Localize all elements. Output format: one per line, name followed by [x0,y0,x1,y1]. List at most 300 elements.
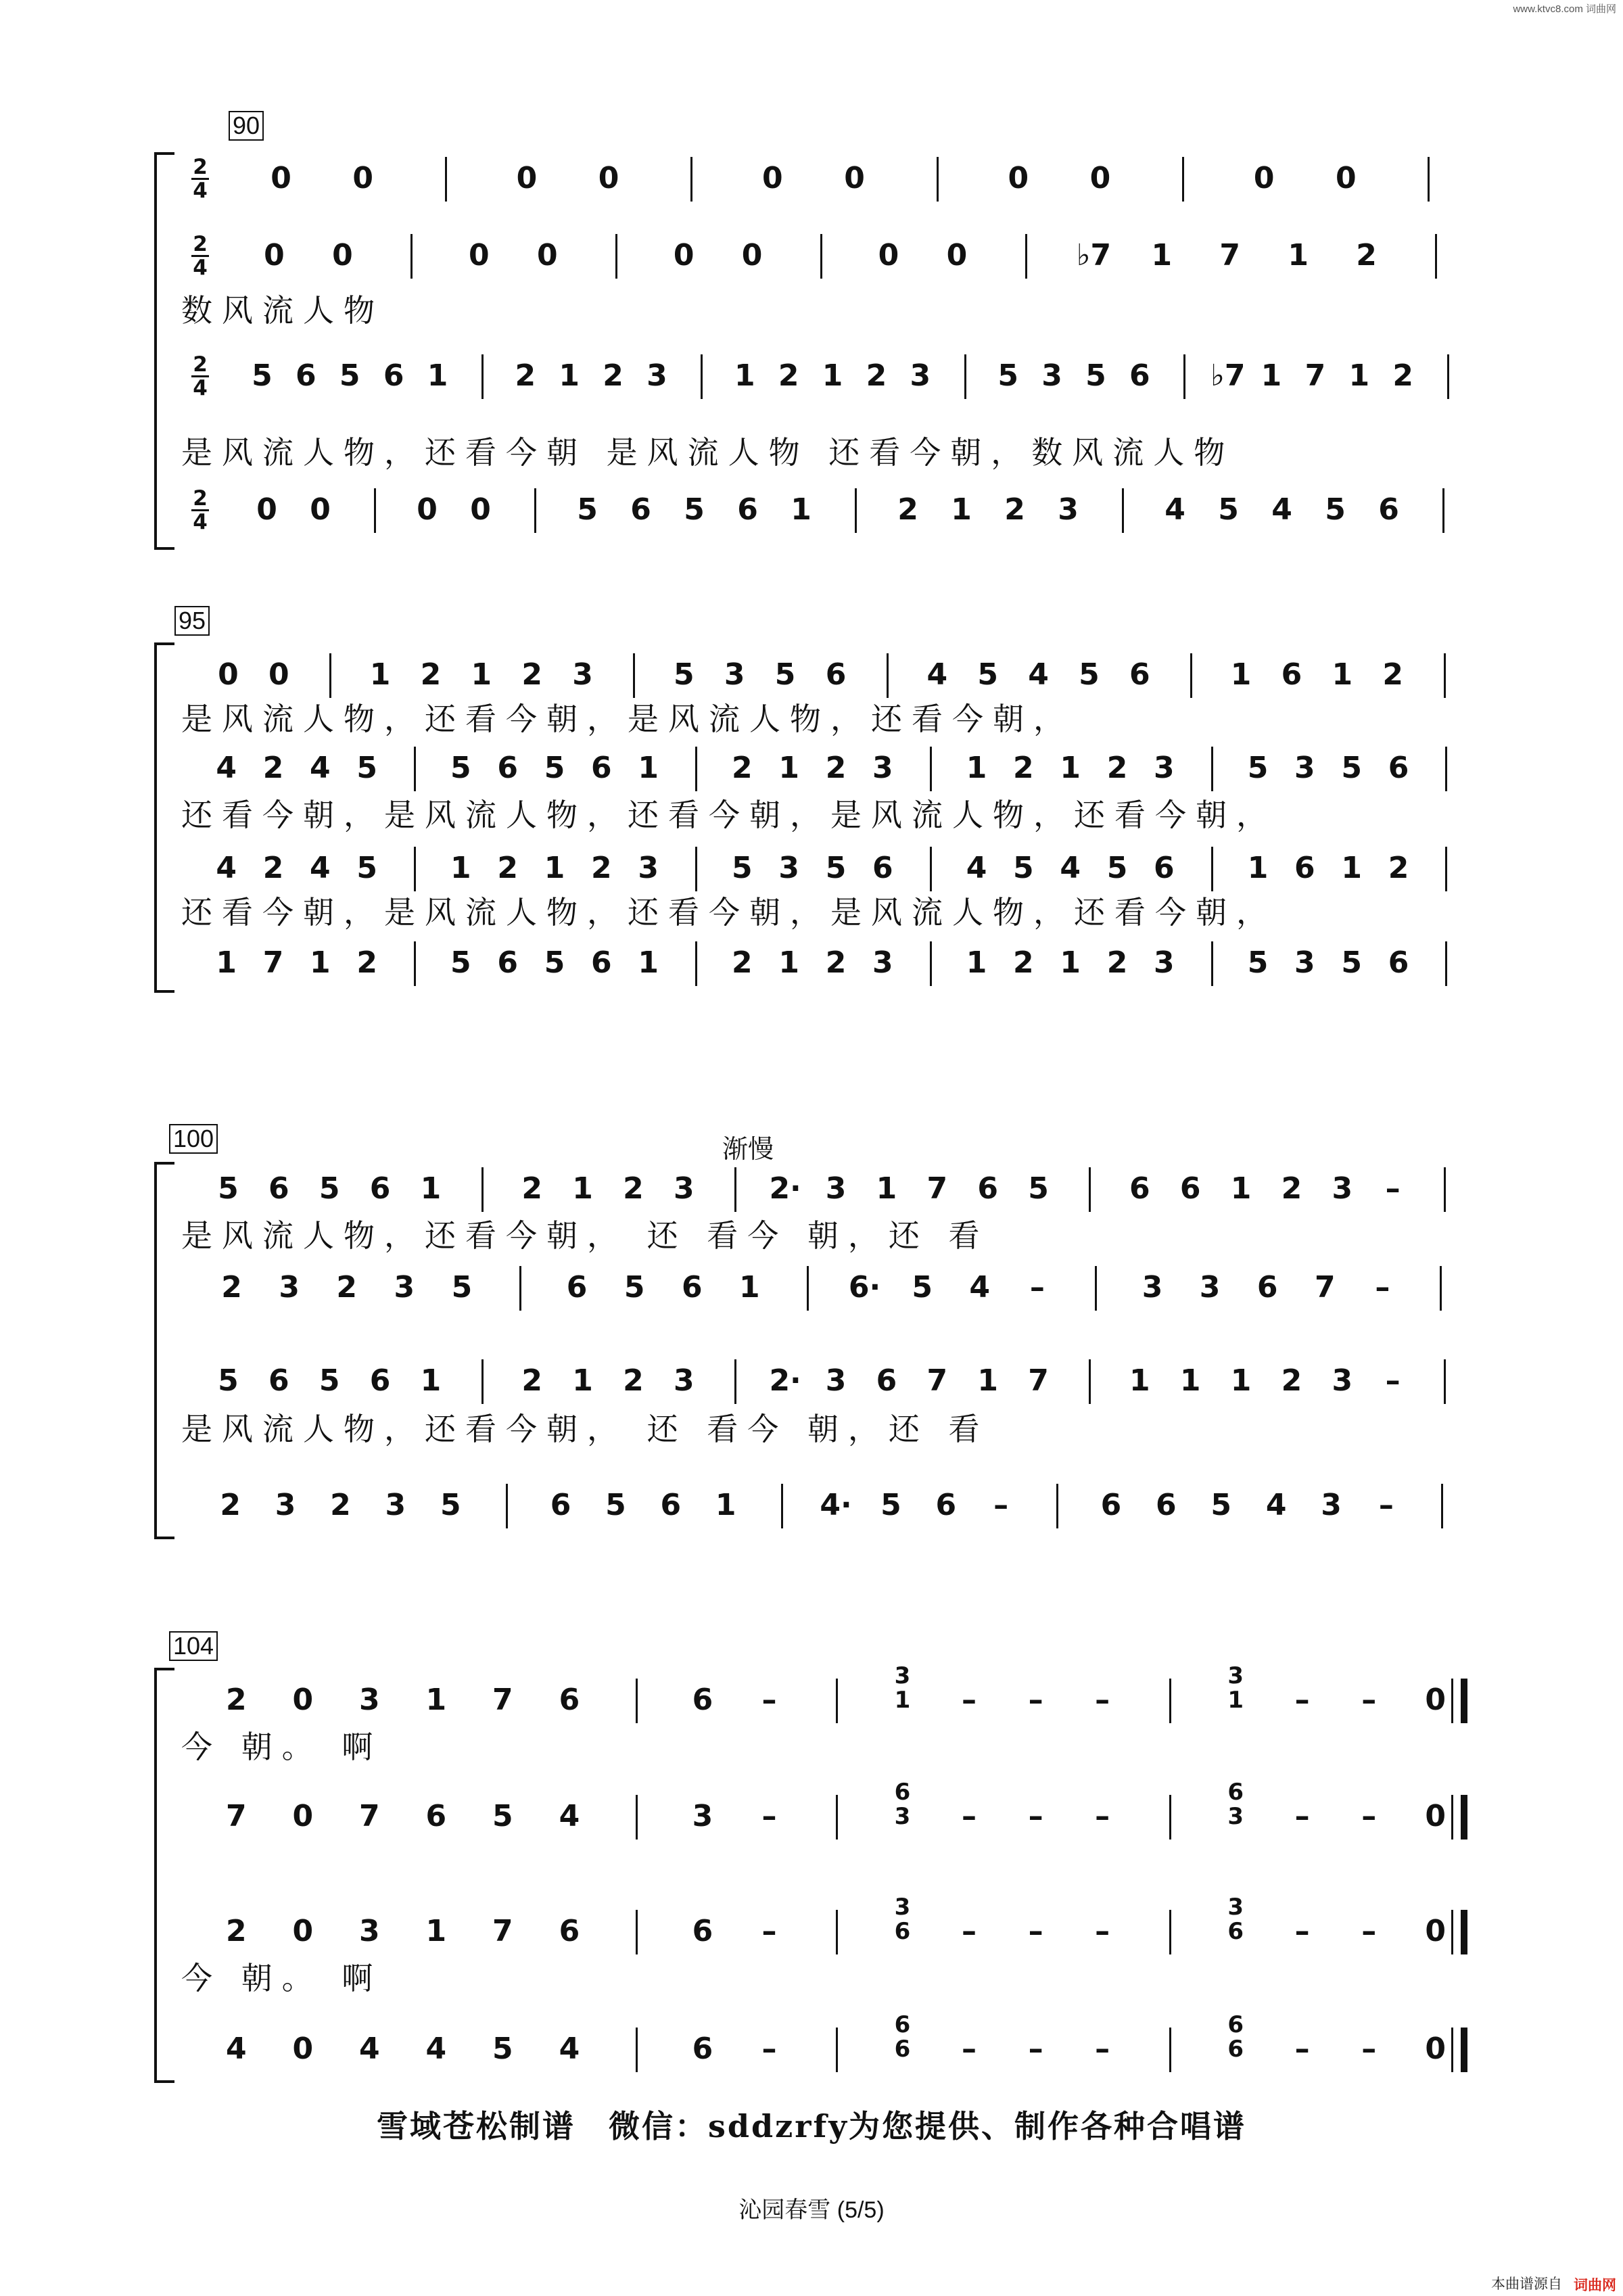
rest-note: 0 [352,161,373,195]
jianpu-note: 6 [876,1363,897,1398]
jianpu-note: 1 [966,945,987,980]
rest-note: 0 [264,238,285,273]
rest-note: 0 [1425,1799,1446,1833]
jianpu-note: 3 [674,1171,695,1206]
barline [1089,1167,1091,1212]
jianpu-note: 3 [1321,1488,1342,1522]
jianpu-note: 1 [425,1914,447,1948]
chord-note: 6 6 [1227,2011,1244,2063]
jianpu-note: 4 [559,2032,580,2066]
dash-note: – [1029,1270,1045,1305]
dash-note: – [1294,1914,1310,1948]
dash-note: – [1385,1171,1401,1206]
chord-note: 3 1 [1227,1662,1244,1714]
jianpu-note: 5 [1106,851,1128,885]
jianpu-note: 6 [296,358,316,393]
jianpu-note: 2 [1106,751,1128,785]
barline [1445,747,1447,791]
jianpu-note: 1 [1230,1171,1252,1206]
jianpu-note: 2 [1281,1363,1302,1398]
jianpu-note: 5 [451,1270,473,1305]
jianpu-note: 6 [369,1171,391,1206]
measure-number-90: 90 [229,111,264,141]
barline [695,941,697,986]
barline [1447,354,1449,399]
jianpu-note: 2 [336,1270,358,1305]
jianpu-note: 3 [646,358,667,393]
jianpu-note: 2 [225,1914,247,1948]
jianpu-note: 6 [559,1683,580,1717]
jianpu-note: 7 [926,1171,948,1206]
barline [964,354,966,399]
rest-note: 0 [1425,2032,1446,2066]
dash-note: – [993,1488,1009,1522]
time-signature-top: 2 [193,155,208,179]
barline [633,653,635,698]
barline [836,1795,838,1840]
jianpu-note: 6 [1388,751,1409,785]
chord-note: 6 3 [894,1779,911,1830]
measure-number-95: 95 [174,606,210,636]
rest-note: 0 [268,657,289,692]
jianpu-note: 5 [684,492,705,527]
dash-note: – [1028,1799,1043,1833]
lyrics-line: 今 朝。 啊 [181,1960,383,1996]
jianpu-note: 6 [1294,851,1315,885]
rest-note: 0 [470,492,491,527]
jianpu-note: 3 [825,1363,847,1398]
jianpu-note: 5 [544,945,565,980]
time-signature-bottom: 4 [193,179,208,203]
barline [636,1795,638,1840]
barline [534,488,536,533]
jianpu-note: 5 [1210,1488,1232,1522]
jianpu-note: 6 [497,751,518,785]
jianpu-note: 6 [977,1171,998,1206]
jianpu-note: 3 [872,751,893,785]
rest-note: 0 [878,238,899,273]
jianpu-note: 1 [791,492,812,527]
jianpu-note: 5 [1028,1171,1049,1206]
jianpu-note: 6 [550,1488,571,1522]
dash-note: – [1095,2032,1110,2066]
jianpu-note: 6 [1129,657,1150,692]
jianpu-note: 6 [1154,851,1175,885]
jianpu-note: 7 [1219,238,1240,273]
barline [1190,653,1192,698]
jianpu-note: 7 [262,945,284,980]
jianpu-note: 5 [912,1270,933,1305]
jianpu-note: 4 [1165,492,1185,527]
jianpu-note: 2 [225,1683,247,1717]
dash-note: – [1385,1363,1401,1398]
measure-number-104: 104 [169,1631,218,1661]
jianpu-note: 3 [638,851,659,885]
jianpu-note: 2 [497,851,518,885]
jianpu-note: 2 [521,1171,543,1206]
barline [695,747,697,791]
jianpu-note: 2 [262,851,284,885]
barline [1211,747,1213,791]
jianpu-note: 1 [1230,657,1252,692]
jianpu-note: 6 [591,945,612,980]
jianpu-note: 6 [1129,358,1150,393]
barline [414,847,416,891]
barline [1444,1359,1446,1404]
jianpu-note: 2· [769,1171,801,1206]
barline [930,941,932,986]
jianpu-note: 2 [1106,945,1128,980]
dash-note: – [1375,1270,1390,1305]
jianpu-note: 6 [681,1270,703,1305]
time-signature [187,157,214,201]
jianpu-note: 2 [1392,358,1413,393]
jianpu-note: 4 [310,851,331,885]
rest-note: 0 [292,1683,314,1717]
dash-note: – [1294,2032,1310,2066]
jianpu-note: 1 [425,1683,447,1717]
jianpu-note: 3 [674,1363,695,1398]
rest-note: 0 [516,161,538,195]
rest-note: 0 [1008,161,1029,195]
jianpu-note: 1 [638,945,659,980]
jianpu-note: 2 [1013,751,1034,785]
final-barline-thin [1451,1679,1453,1723]
jianpu-note: 4 [225,2032,247,2066]
time-signature [187,488,214,532]
jianpu-note: 3 [359,1914,380,1948]
jianpu-note: 5 [252,358,273,393]
barline [1440,1266,1442,1311]
barline [410,234,413,279]
jianpu-note: 4 [359,2032,380,2066]
jianpu-note: 6 [591,751,612,785]
jianpu-note: 5 [1013,851,1034,885]
lyrics-line: 是风流人物，还看今朝，是风流人物，还看今朝， [181,701,1074,737]
dash-note: – [962,1799,977,1833]
jianpu-note: 1 [216,945,237,980]
jianpu-note: 6 [1100,1488,1122,1522]
chord-note: 6 6 [894,2011,911,2063]
jianpu-note: 5 [577,492,598,527]
page-footer: 沁园春雪 (5/5) [738,2197,885,2223]
jianpu-note: 5 [825,851,847,885]
jianpu-note: 1 [420,1363,442,1398]
lyrics-line: 数风流人物 [181,292,384,329]
jianpu-note: 5 [1085,358,1106,393]
rest-note: 0 [741,238,763,273]
dash-note: – [1294,1799,1310,1833]
jianpu-note: 6 [825,657,847,692]
dash-note: – [1095,1683,1110,1717]
jianpu-note: 6 [935,1488,957,1522]
dash-note: – [761,1683,777,1717]
barline [701,354,703,399]
rest-note: 0 [292,2032,314,2066]
rest-note: 0 [1425,1914,1446,1948]
dash-note: – [1095,1914,1110,1948]
jianpu-note: 3 [1058,492,1079,527]
jianpu-note: 5 [492,2032,513,2066]
jianpu-note: 5 [1079,657,1100,692]
rest-note: 0 [218,657,239,692]
chord-note: 3 6 [894,1894,911,1945]
time-signature-top: 2 [193,486,208,511]
final-barline [1461,1679,1467,1723]
jianpu-note: 1 [471,657,492,692]
jianpu-note: 4 [216,751,237,785]
rest-note: 0 [468,238,490,273]
jianpu-note: 2 [732,751,753,785]
jianpu-note: 1 [420,1171,442,1206]
rest-note: 0 [417,492,438,527]
barline [1169,1679,1171,1723]
barline [481,1167,484,1212]
jianpu-note: 1 [977,1363,998,1398]
jianpu-note: 6 [1179,1171,1201,1206]
dash-note: – [761,2032,777,2066]
dash-note: – [1361,2032,1377,2066]
jianpu-note: 4 [310,751,331,785]
barline [820,234,822,279]
jianpu-note: 5 [319,1363,340,1398]
jianpu-note: 7 [1028,1363,1049,1398]
jianpu-note: 1 [822,358,843,393]
barline [481,1359,484,1404]
jianpu-note: 2 [521,657,543,692]
jianpu-note: 2 [420,657,442,692]
jianpu-note: 2 [591,851,612,885]
dash-note: – [962,1914,977,1948]
jianpu-note: 6 [559,1914,580,1948]
jianpu-note: 6 [268,1363,289,1398]
credit-line: 雪域苍松制谱 微信：sddzrfy为您提供、制作各种合唱谱 [376,2108,1247,2145]
jianpu-note: 6 [566,1270,588,1305]
jianpu-note: 1 [1261,358,1282,393]
jianpu-note: 5 [732,851,753,885]
jianpu-note: 2 [897,492,918,527]
jianpu-note: 6 [497,945,518,980]
barline [615,234,617,279]
chord-note: 6 3 [1227,1779,1244,1830]
time-signature-bottom: 4 [193,510,208,534]
jianpu-note: 4 [559,1799,580,1833]
rest-note: 0 [762,161,783,195]
dash-note: – [1361,1799,1377,1833]
rest-note: 0 [256,492,277,527]
jianpu-note: 1 [1060,945,1081,980]
final-barline-thin [1451,2028,1453,2072]
lyrics-line: 是风流人物，还看今朝， 还 看今 朝，还 看 [181,1217,989,1254]
lyrics-line: 还看今朝，是风流人物，还看今朝，是风流人物，还看今朝， [181,894,1277,931]
barline [414,747,416,791]
jianpu-note: 4 [1028,657,1049,692]
measure-number-100: 100 [169,1124,218,1154]
time-signature-bottom: 4 [193,376,208,400]
time-signature-top: 2 [193,232,208,256]
jianpu-note: 6 [692,2032,713,2066]
jianpu-note: 2 [1382,657,1403,692]
barline [1089,1359,1091,1404]
jianpu-note: 5 [440,1488,461,1522]
dash-note: – [962,1683,977,1717]
jianpu-note: 4 [969,1270,991,1305]
barline [690,157,692,202]
barline [1122,488,1124,533]
barline [855,488,857,533]
barline [329,653,331,698]
jianpu-note: 2 [866,358,887,393]
jianpu-note: 1 [1348,358,1370,393]
jianpu-note: 1 [734,358,755,393]
jianpu-note: 1 [638,751,659,785]
dash-note: – [1095,1799,1110,1833]
jianpu-note: 2 [623,1171,644,1206]
barline [1025,234,1027,279]
rest-note: 0 [332,238,353,273]
barline [1211,847,1213,891]
jianpu-note: 1 [450,851,471,885]
jianpu-note: 1 [1179,1363,1201,1398]
jianpu-note: 3 [778,851,799,885]
jianpu-note: 4 [216,851,237,885]
final-barline [1461,1910,1467,1954]
jianpu-note: 1 [778,751,799,785]
jianpu-note: 7 [359,1799,380,1833]
barline [636,1679,638,1723]
rest-note: 0 [270,161,291,195]
jianpu-note: 3 [359,1683,380,1717]
system-bracket [154,1668,174,2083]
jianpu-note: 3 [275,1488,296,1522]
jianpu-note: 6 [1388,945,1409,980]
jianpu-note: 3 [1199,1270,1221,1305]
barline [836,1679,838,1723]
jianpu-note: 3 [572,657,593,692]
jianpu-note: ♭7 [1210,358,1246,393]
jianpu-note: 3 [1294,751,1315,785]
jianpu-note: 1 [1129,1363,1150,1398]
jianpu-note: 6 [268,1171,289,1206]
barline [930,747,932,791]
system-bracket [154,642,174,993]
dash-note: – [1028,1683,1043,1717]
jianpu-note: 6 [1281,657,1302,692]
barline [930,847,932,891]
jianpu-note: 6 [369,1363,391,1398]
rest-note: 0 [310,492,331,527]
jianpu-note: 3 [279,1270,300,1305]
jianpu-note: 3 [1154,945,1175,980]
jianpu-note: 1 [544,851,565,885]
jianpu-note: 5 [356,851,377,885]
jianpu-note: 6 [1378,492,1399,527]
jianpu-note: 1 [1288,238,1309,273]
jianpu-note: 3 [394,1270,415,1305]
jianpu-note: 2 [825,751,847,785]
barline [734,1359,736,1404]
rest-note: 0 [598,161,619,195]
rest-note: 0 [1425,1683,1446,1717]
barline [1444,1167,1446,1212]
jianpu-note: 6 [660,1488,682,1522]
jianpu-note: 2 [521,1363,543,1398]
rest-note: 0 [292,1799,314,1833]
barline [1444,653,1446,698]
lyrics-line: 今 朝。 啊 [181,1729,383,1765]
jianpu-note: 2 [330,1488,351,1522]
jianpu-note: 7 [492,1683,513,1717]
rest-note: 0 [1253,161,1275,195]
jianpu-note: 5 [544,751,565,785]
jianpu-note: 2 [356,945,377,980]
jianpu-note: 6· [848,1270,881,1305]
jianpu-note: 6 [630,492,651,527]
chord-note: 3 1 [894,1662,911,1714]
jianpu-note: 4 [1265,1488,1287,1522]
barline [1435,234,1437,279]
time-signature-bottom: 4 [193,256,208,280]
dash-note: – [962,2032,977,2066]
jianpu-note: 2 [515,358,536,393]
time-signature-top: 2 [193,352,208,377]
jianpu-note: 1 [1332,657,1353,692]
jianpu-note: 5 [1341,751,1362,785]
system-bracket [154,1162,174,1539]
time-signature [187,354,214,398]
jianpu-note: 2 [603,358,624,393]
jianpu-note: 1 [1060,751,1081,785]
barline [519,1266,521,1311]
barline [695,847,697,891]
jianpu-note: 4· [820,1488,852,1522]
jianpu-note: 6 [1256,1270,1278,1305]
jianpu-note: 5 [1218,492,1239,527]
lyrics-line: 是风流人物，还看今朝， 还 看今 朝，还 看 [181,1411,989,1447]
watermark-logo: 词曲网 [1574,2277,1616,2293]
jianpu-note: 7 [492,1914,513,1948]
jianpu-note: 5 [492,1799,513,1833]
dash-note: – [1378,1488,1394,1522]
time-signature [187,234,214,278]
jianpu-note: 3 [825,1171,847,1206]
jianpu-note: 1 [966,751,987,785]
jianpu-note: 7 [1314,1270,1336,1305]
dash-note: – [1294,1683,1310,1717]
rest-note: 0 [1335,161,1357,195]
jianpu-note: 5 [674,657,695,692]
jianpu-note: 3 [910,358,931,393]
final-barline-thin [1451,1910,1453,1954]
rest-note: 0 [946,238,968,273]
dash-note: – [1361,1914,1377,1948]
jianpu-note: 2 [1388,851,1409,885]
jianpu-note: 7 [1304,358,1326,393]
final-barline [1461,1795,1467,1840]
jianpu-note: 3 [872,945,893,980]
barline [506,1484,508,1528]
barline [1169,2028,1171,2072]
barline [636,1910,638,1954]
jianpu-note: 4 [1271,492,1292,527]
jianpu-note: 3 [1041,358,1062,393]
jianpu-note: 5 [218,1171,239,1206]
barline [734,1167,736,1212]
barline [937,157,939,202]
jianpu-note: 5 [339,358,360,393]
barline [374,488,376,533]
barline [636,2028,638,2072]
